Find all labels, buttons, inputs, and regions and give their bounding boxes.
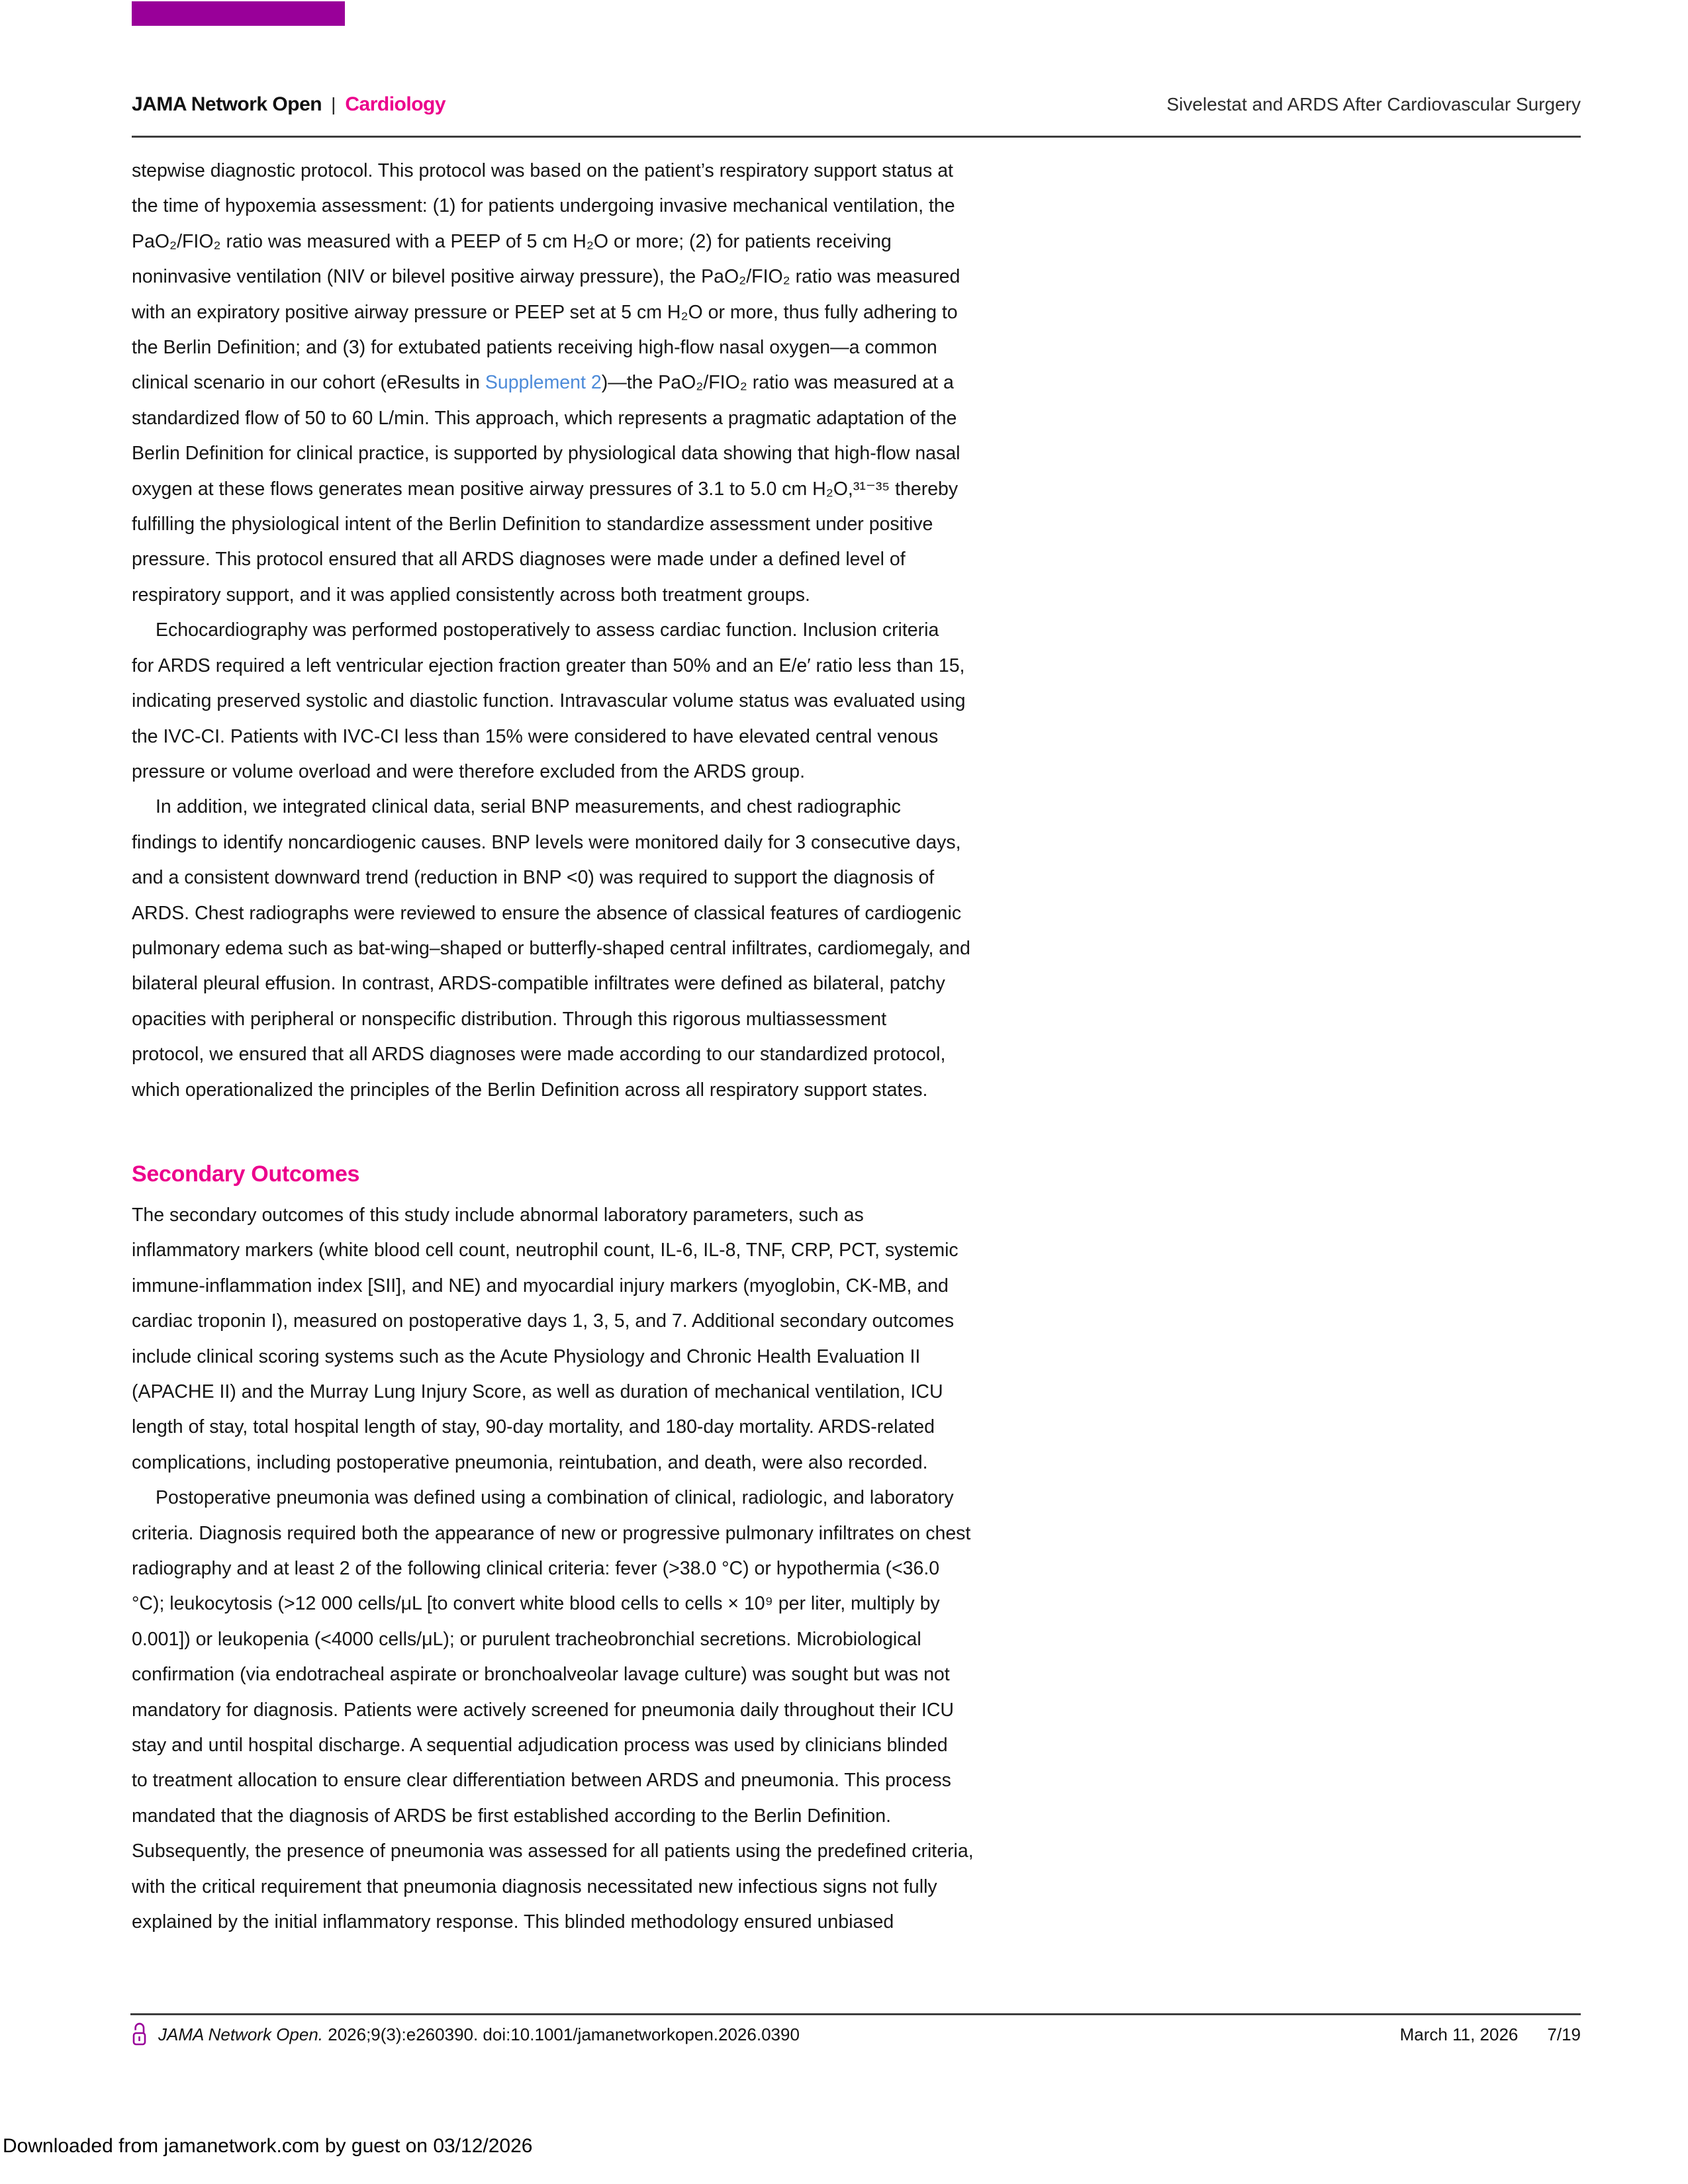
journal-title: JAMA Network Open (132, 93, 322, 115)
journal-section-group (132, 93, 445, 116)
running-title: Sivelestat and ARDS After Cardiovascular Surgery (1166, 94, 1581, 114)
footer-rule (130, 2013, 1581, 2015)
citation (158, 2025, 800, 2045)
footer-right-group (1400, 2025, 1581, 2045)
citation-details: 2026;9(3):e260390. doi:10.1001/jamanetworkopen.2026.0390 (323, 2024, 800, 2044)
download-notice: Downloaded from jamanetwork.com by guest on 03/12/2026 (3, 2135, 533, 2157)
paragraph: Postoperative pneumonia was defined using a combination of clinical, radiologic, and laboratory criteria. Diagnosis required both the appearance of new or progressive pulmonary infiltrates on chest radiography and at least 2 of the following clinical criteria: fever (>38.0 °C) or hypothermia (<36.0 °C); leukocytosis (>12 000 cells/μL [to convert white blood cells to cells × 10⁹ per liter, multiply by 0.001]) or leukopenia (<4000 cells/μL); or purulent tracheobronchial secretions. Microbiological confirmation (via endotracheal aspirate or bronchoalveolar lavage culture) was sought but was not mandatory for diagnosis. Patients were actively screened for pneumonia daily throughout their ICU stay and until hospital discharge. A sequential adjudication process was used by clinicians blinded to treatment allocation to ensure clear differentiation between ARDS and pneumonia. This process mandated that the diagnosis of ARDS be first established according to the Berlin Definition. Subsequently, the presence of pneumonia was assessed for all patients using the predefined criteria, with the critical requirement that pneumonia diagnosis necessitated new infectious signs not fully explained by the initial inflammatory response. This blinded methodology ensured unbiased (132, 1487, 974, 1933)
header-separator: | (331, 94, 336, 114)
page-header (132, 93, 1581, 116)
paragraph: stepwise diagnostic protocol. This protocol was based on the patient’s respiratory support status at the time of hypoxemia assessment: (1) for patients undergoing invasive mechanical ventilation, the PaO₂/FIO₂ ratio was measured with a PEEP of 5 cm H₂O or more; (2) for patients receiving noninvasive ventilation (NIV or bilevel positive airway pressure), the PaO₂/FIO₂ ratio was measured with an expiratory positive airway pressure or PEEP set at 5 cm H₂O or more, thus fully adhering to the Berlin Definition; and (3) for extubated patients receiving high-flow nasal oxygen—a common clinical scenario in our cohort (eResults in Supplement 2)—the PaO₂/FIO₂ ratio was measured at a standardized flow of 50 to 60 L/min. This approach, which represents a pragmatic adaptation of the Berlin Definition for clinical practice, is supported by physiological data showing that high-flow nasal oxygen at these flows generates mean positive airway pressures of 3.1 to 5.0 cm H₂O,³¹⁻³⁵ thereby fulfilling the physiological intent of the Berlin Definition to standardize assessment under positive pressure. This protocol ensured that all ARDS diagnoses were made under a defined level of respiratory support, and it was applied consistently across both treatment groups. (132, 160, 961, 606)
article-body (132, 154, 1088, 1940)
jama-brand-bar (132, 1, 345, 26)
citation-group (130, 2023, 800, 2046)
citation-journal: JAMA Network Open. (158, 2024, 324, 2044)
paragraph: In addition, we integrated clinical data, serial BNP measurements, and chest radiographic findings to identify noncardiogenic causes. BNP levels were monitored daily for 3 consecutive days, and a consistent downward trend (reduction in BNP <0) was required to support the diagnosis of ARDS. Chest radiographs were reviewed to ensure the absence of classical features of cardiogenic pulmonary edema such as bat-wing–shaped or butterfly-shaped central infiltrates, cardiomegaly, and bilateral pleural effusion. In contrast, ARDS-compatible infiltrates were defined as bilateral, patchy opacities with peripheral or nonspecific distribution. Through this rigorous multiassessment protocol, we ensured that all ARDS diagnoses were made according to our standardized protocol, which operationalized the principles of the Berlin Definition across all respiratory support states. (132, 796, 970, 1101)
section-heading: Secondary Outcomes (132, 1161, 360, 1187)
header-rule (132, 136, 1581, 138)
supplement-2-link[interactable]: Supplement 2 (485, 372, 602, 394)
section-label: Cardiology (345, 93, 446, 115)
publication-date: March 11, 2026 (1399, 2024, 1519, 2044)
paragraph: Echocardiography was performed postoperatively to assess cardiac function. Inclusion criteria for ARDS required a left ventricular ejection fraction greater than 50% and an E/e′ ratio less than 15, indicating preserved systolic and diastolic function. Intravascular volume status was evaluated using the IVC-CI. Patients with IVC-CI less than 15% were considered to have elevated central venous pressure or volume overload and were therefore excluded from the ARDS group. (132, 619, 966, 782)
open-access-lock-icon (130, 2023, 148, 2046)
paragraph: The secondary outcomes of this study include abnormal laboratory parameters, such as inflammatory markers (white blood cell count, neutrophil count, IL-6, IL-8, TNF, CRP, PCT, systemic immune-inflammation index [SII], and NE) and myocardial injury markers (myoglobin, CK-MB, and cardiac troponin I), measured on postoperative days 1, 3, 5, and 7. Additional secondary outcomes include clinical scoring systems such as the Acute Physiology and Chronic Health Evaluation II (APACHE II) and the Murray Lung Injury Score, as well as duration of mechanical ventilation, ICU length of stay, total hospital length of stay, 90-day mortality, and 180-day mortality. ARDS-related complications, including postoperative pneumonia, reintubation, and death, were also recorded. (132, 1204, 959, 1473)
page-number: 7/19 (1547, 2024, 1581, 2044)
page-footer (130, 2023, 1581, 2046)
